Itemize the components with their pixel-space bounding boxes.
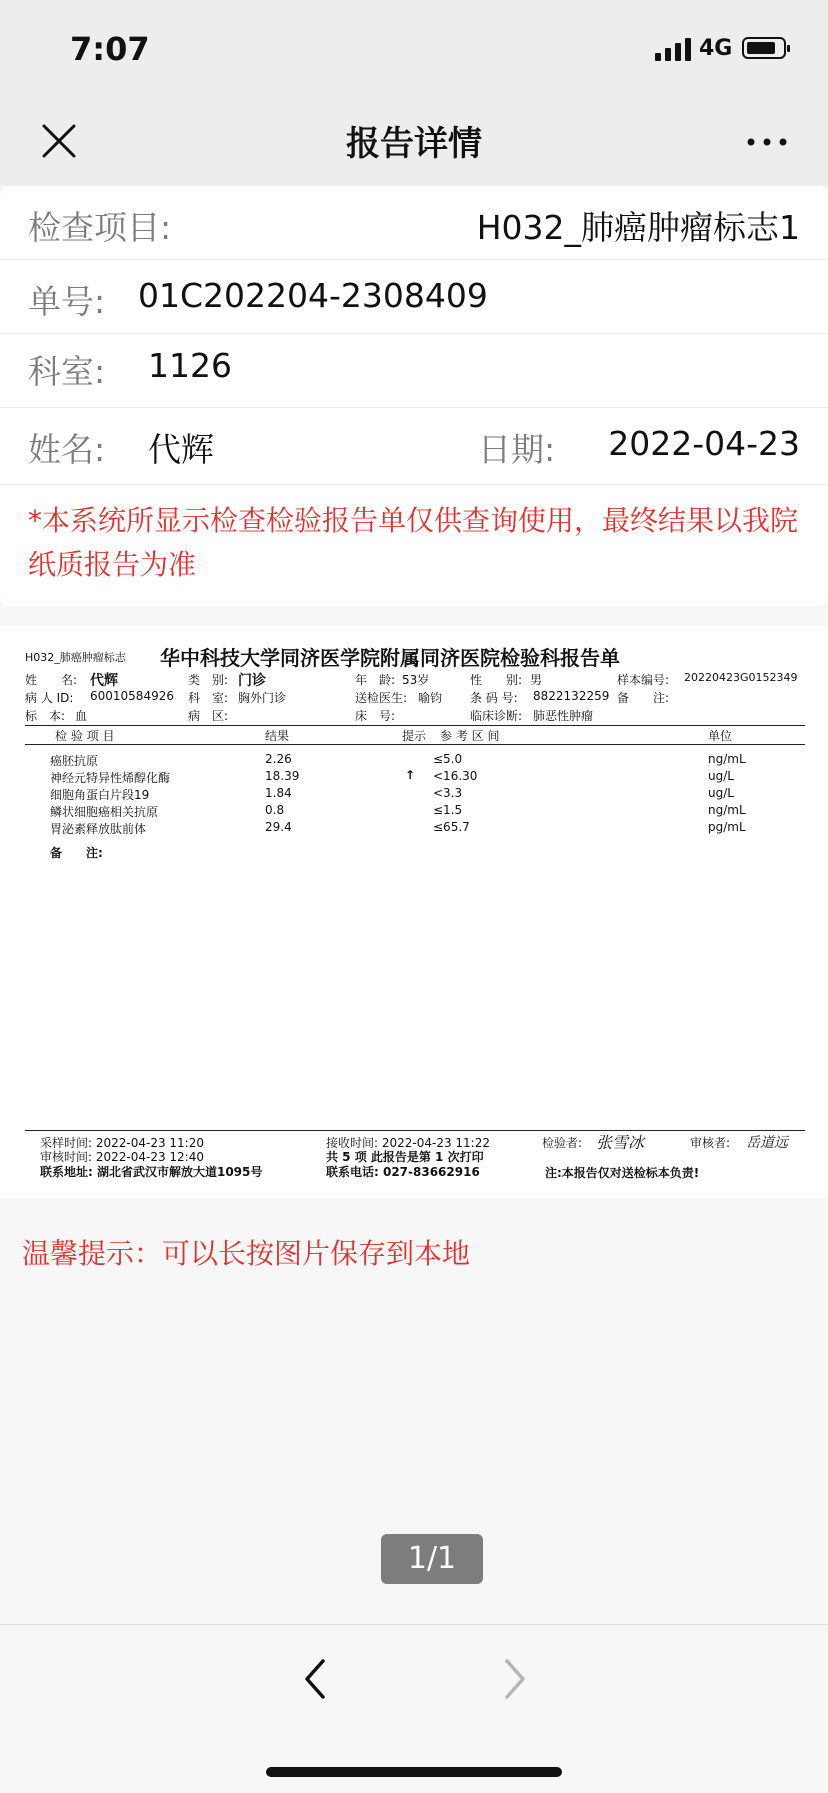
lab-phone: 联系电话: 027-83662916: [326, 1165, 480, 1179]
name-value: 代辉: [148, 430, 214, 469]
test-result: 2.26: [265, 752, 292, 766]
table-header-line: [25, 744, 805, 745]
report-remark-label: 备 注:: [50, 846, 103, 860]
page-indicator: 1/1: [381, 1534, 483, 1584]
test-result: 0.8: [265, 803, 285, 817]
forward-button[interactable]: [495, 1653, 535, 1705]
patient-name: 代辉: [90, 673, 118, 689]
test-range: <3.3: [433, 786, 463, 800]
sex: 男: [530, 673, 543, 687]
chevron-left-icon: [295, 1653, 335, 1705]
review-time: 审核时间: 2022-04-23 12:40: [40, 1150, 204, 1164]
nav-bar: [0, 96, 828, 186]
test-range: ≤1.5: [433, 803, 463, 817]
test-result: 29.4: [265, 820, 292, 834]
reviewer-label: 审核者:: [690, 1136, 731, 1150]
sample-no-label: 样本编号:: [617, 673, 670, 687]
order-number-value: 01C202204-2308409: [138, 276, 488, 315]
date-label: 日期:: [478, 430, 556, 469]
bed-label: 床 号:: [355, 709, 396, 723]
test-name: 癌胚抗原: [50, 754, 99, 768]
col-hint-header: 提示: [402, 729, 427, 743]
report-info-card: [0, 186, 828, 606]
test-unit: ug/L: [708, 769, 734, 783]
reviewer-signature: 岳道远: [746, 1135, 788, 1151]
home-indicator: [266, 1767, 562, 1777]
test-range: ≤5.0: [433, 752, 463, 766]
patient-id-label: 病 人 ID:: [25, 691, 74, 705]
row-department: [0, 334, 828, 408]
bottom-toolbar: [0, 1624, 828, 1793]
tester-label: 检验者:: [542, 1136, 583, 1150]
status-bar: [0, 0, 828, 96]
remark-label: 备 注:: [617, 691, 670, 705]
visit-type: 门诊: [238, 673, 266, 689]
report-title: 华中科技大学同济医学院附属同济医院检验科报告单: [160, 646, 620, 670]
test-range: <16.30: [433, 769, 478, 783]
test-range: ≤65.7: [433, 820, 470, 834]
test-unit: pg/mL: [708, 820, 746, 834]
back-button[interactable]: [295, 1653, 335, 1705]
age: 53岁: [402, 673, 430, 687]
col-range-header: 参 考 区 间: [440, 729, 500, 743]
more-button[interactable]: [742, 122, 792, 162]
item-count: 共 5 项 此报告是第 1 次打印: [326, 1150, 484, 1164]
test-name: 神经元特异性烯醇化酶: [50, 771, 171, 785]
report-code: H032_肺癌肿瘤标志: [25, 651, 126, 664]
barcode: 8822132259: [533, 689, 610, 703]
exam-item-label: 检查项目:: [28, 208, 172, 247]
row-name-date: [0, 408, 828, 485]
test-result: 18.39: [265, 769, 300, 783]
diagnosis-label: 临床诊断:: [470, 709, 523, 723]
age-label: 年 龄:: [355, 673, 396, 687]
department-label: 科室:: [28, 352, 106, 391]
name-label: 姓名:: [28, 430, 106, 469]
sample-no: 20220423G0152349: [684, 671, 798, 684]
dept: 胸外门诊: [238, 691, 287, 705]
sex-label: 性 别:: [470, 673, 523, 687]
test-hint: ↑: [405, 768, 416, 782]
patient-id: 60010584926: [90, 689, 174, 703]
disclaimer-notice: *本系统所显示检查检验报告单仅供查询使用，最终结果以我院纸质报告为准: [28, 504, 799, 581]
sample-time: 采样时间: 2022-04-23 11:20: [40, 1136, 204, 1150]
col-result-header: 结果: [265, 729, 290, 743]
test-unit: ug/L: [708, 786, 734, 800]
patient-name-label: 姓 名:: [25, 673, 78, 687]
report-disclaimer: 注:本报告仅对送检标本负责!: [545, 1166, 700, 1180]
col-item-header: 检 验 项 目: [55, 729, 115, 743]
diagnosis: 肺恶性肿瘤: [533, 709, 594, 723]
save-tip: 温馨提示：可以长按图片保存到本地: [22, 1237, 471, 1270]
receive-time: 接收时间: 2022-04-23 11:22: [326, 1136, 490, 1150]
table-top-line: [25, 725, 805, 726]
dept-label: 科 室:: [188, 691, 229, 705]
footer-line: [25, 1130, 805, 1131]
report-image[interactable]: [0, 626, 828, 1198]
lab-address: 联系地址: 湖北省武汉市解放大道1095号: [40, 1165, 263, 1179]
order-number-label: 单号:: [28, 282, 106, 321]
exam-item-value: H032_肺癌肿瘤标志1: [476, 208, 800, 247]
test-name: 胃泌素释放肽前体: [50, 822, 147, 836]
visit-type-label: 类 别:: [188, 673, 229, 687]
status-time: 7:07: [70, 30, 150, 68]
test-name: 鳞状细胞癌相关抗原: [50, 805, 159, 819]
test-result: 1.84: [265, 786, 292, 800]
test-unit: ng/mL: [708, 752, 746, 766]
row-exam-item: [0, 186, 828, 260]
network-type: 4G: [699, 36, 733, 61]
more-dots-icon: [742, 122, 792, 162]
specimen: 血: [75, 709, 88, 723]
col-unit-header: 单位: [708, 729, 733, 743]
signal-icon: [655, 37, 691, 61]
barcode-label: 条 码 号:: [470, 691, 518, 705]
test-unit: ng/mL: [708, 803, 746, 817]
test-name: 细胞角蛋白片段19: [50, 788, 150, 802]
row-order-number: [0, 260, 828, 334]
date-value: 2022-04-23: [608, 424, 800, 463]
battery-icon: [742, 37, 786, 59]
chevron-right-icon: [495, 1653, 535, 1705]
doctor: 喻钧: [418, 691, 443, 705]
page-title: 报告详情: [346, 124, 482, 164]
doctor-label: 送检医生:: [355, 691, 408, 705]
specimen-label: 标 本:: [25, 709, 66, 723]
department-value: 1126: [148, 346, 232, 385]
tester-signature: 张雪冰: [596, 1133, 645, 1152]
ward-label: 病 区:: [188, 709, 229, 723]
